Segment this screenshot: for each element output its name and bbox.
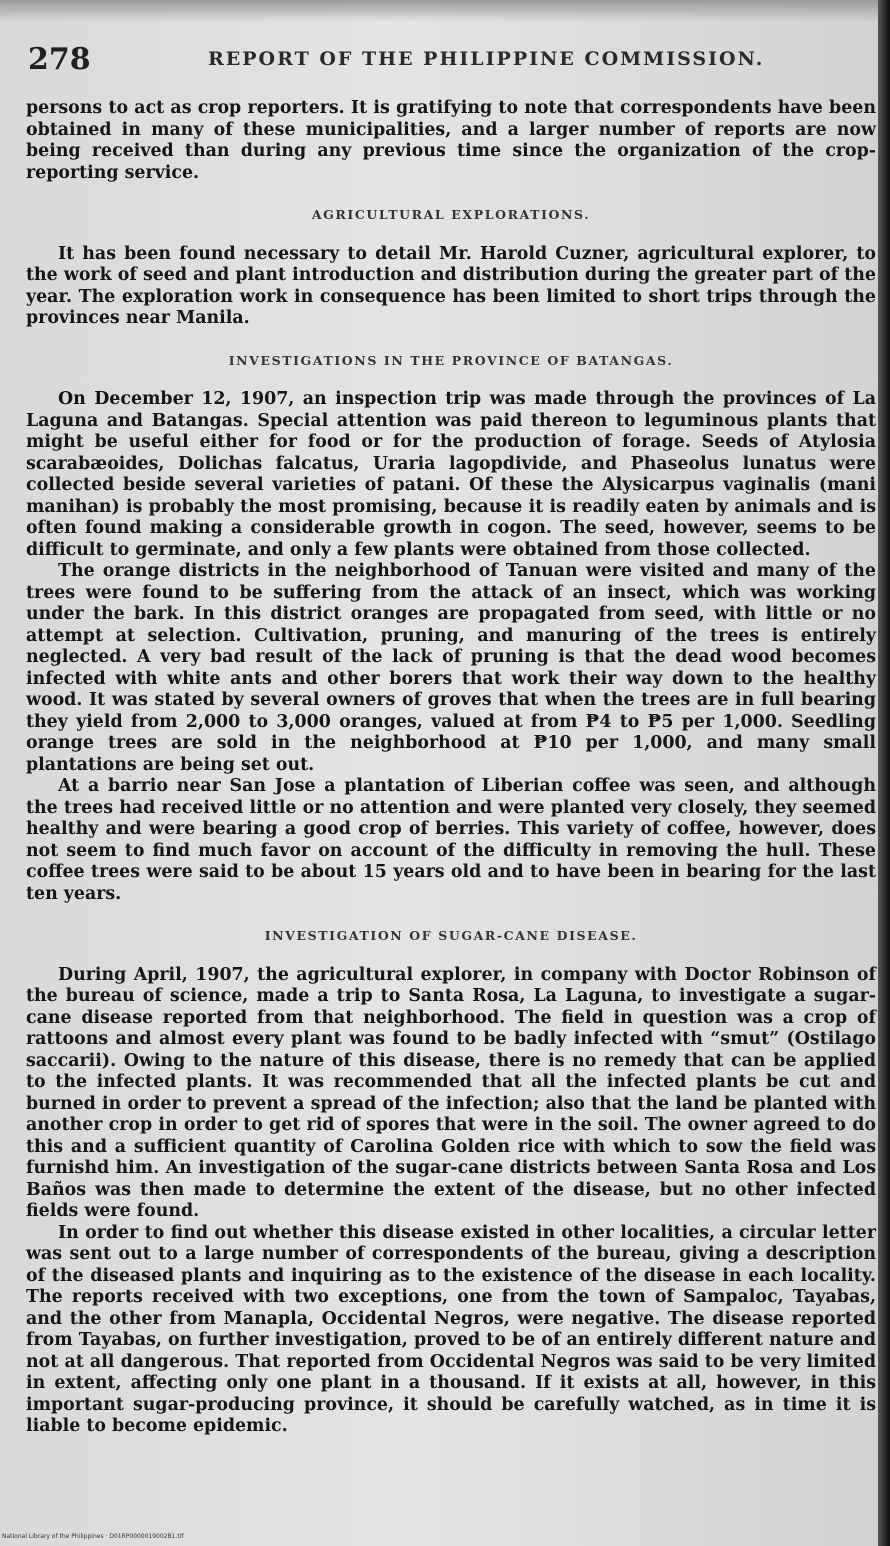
page-header — [28, 40, 868, 80]
body-text — [26, 98, 876, 1438]
paragraph: persons to act as crop reporters. It is gratifying to note that correspondents have been obtained in many of these municipalities, and a larger number of reports are now being received than during any previous time since the organization of the crop-reporting service. — [26, 98, 876, 183]
paragraph: At a barrio near San Jose a plantation of Liberian coffee was seen, and although the trees had received little or no attention and were planted very closely, they seemed healthy and were bearing a good crop of berries. This variety of coffee, however, does not seem to find much favor on account of the difficulty in removing the hull. These coffee trees were said to be about 15 years old and to have been in bearing for the last ten years. — [26, 776, 876, 904]
running-head: REPORT OF THE PHILIPPINE COMMISSION. — [208, 48, 765, 70]
paragraph: In order to find out whether this disease existed in other localities, a circular letter was sent out to a large number of correspondents of the bureau, giving a description of the diseased plants and inquiring as to the existence of the disease in each locality. The reports received with two exceptions, one from the town of Sampaloc, Tayabas, and the other from Manapla, Occidental Negros, were negative. The disease reported from Tayabas, on further investigation, proved to be of an entirely different nature and not at all dangerous. That reported from Occidental Negros was said to be very limited in extent, affecting only one plant in a thousand. If it exists at all, however, in this important sugar-producing province, it should be carefully watched, as in time it is liable to become epidemic. — [26, 1222, 876, 1436]
paragraph: During April, 1907, the agricultural explorer, in company with Doctor Robinson of the bureau of science, made a trip to Santa Rosa, La Laguna, to investigate a sugar-cane disease reported from that neighborhood. The field in question was a crop of rattoons and almost every plant was found to be badly infected with “smut” (Ostilago saccarii). Owing to the nature of this disease, there is no remedy that can be applied to the infected plants. It was recommended that all the infected plants be cut and burned in order to prevent a spread of the infection; also that the land be planted with another crop in order to get rid of spores that were in the soil. The owner agreed to do this and a sufficient quantity of Carolina Golden rice with which to sow the field was furnishd him. An investigation of the sugar-cane districts between Santa Rosa and Los Baños was then made to determine the extent of the disease, but no other infected fields were found. — [26, 964, 876, 1221]
page-number: 278 — [28, 42, 91, 77]
section-heading: AGRICULTURAL EXPLORATIONS. — [311, 207, 591, 222]
section-heading: INVESTIGATIONS IN THE PROVINCE OF BATANGAS. — [228, 352, 674, 368]
paragraph: It has been found necessary to detail Mr. Harold Cuzner, agricultural explorer, to the work of seed and plant introduction and distribution during the greater part of the year. The exploration work in consequence has been limited to short trips through the provinces near Manila. — [26, 243, 876, 328]
section-heading: INVESTIGATION OF SUGAR-CANE DISEASE. — [264, 928, 638, 943]
page-edge-shadow — [878, 0, 890, 1546]
scan-shadow — [0, 0, 890, 22]
scan-identifier: National Library of the Philippines · D01RP0000019002B1.tif — [2, 1533, 184, 1540]
paragraph: On December 12, 1907, an inspection trip was made through the provinces of La Laguna and Batangas. Special attention was paid thereon to leguminous plants that might be useful either for food or for the production of forage. Seeds of Atylosia scarabæoides, Dolichas falcatus, Uraria lagopdivide, and Phaseolus lunatus were collected beside several varieties of patani. Of these the Alysicarpus vaginalis (mani manihan) is probably the most promising, because it is readily eaten by animals and is often found making a considerable growth in cogon. The seed, however, seems to be difficult to germinate, and only a few plants were obtained from those collected. — [26, 389, 876, 560]
paragraph: The orange districts in the neighborhood of Tanuan were visited and many of the trees were found to be suffering from the attack of an insect, which was working under the bark. In this district oranges are propagated from seed, with little or no attempt at selection. Cultivation, pruning, and manuring of the trees is entirely neglected. A very bad result of the lack of pruning is that the dead wood becomes infected with white ants and other borers that work their way down to the healthy wood. It was stated by several owners of groves that when the trees are in full bearing they yield from 2,000 to 3,000 oranges, valued at from ₱4 to ₱5 per 1,000. Seedling orange trees are sold in the neighborhood at ₱10 per 1,000, and many small plantations are being set out. — [26, 561, 876, 775]
